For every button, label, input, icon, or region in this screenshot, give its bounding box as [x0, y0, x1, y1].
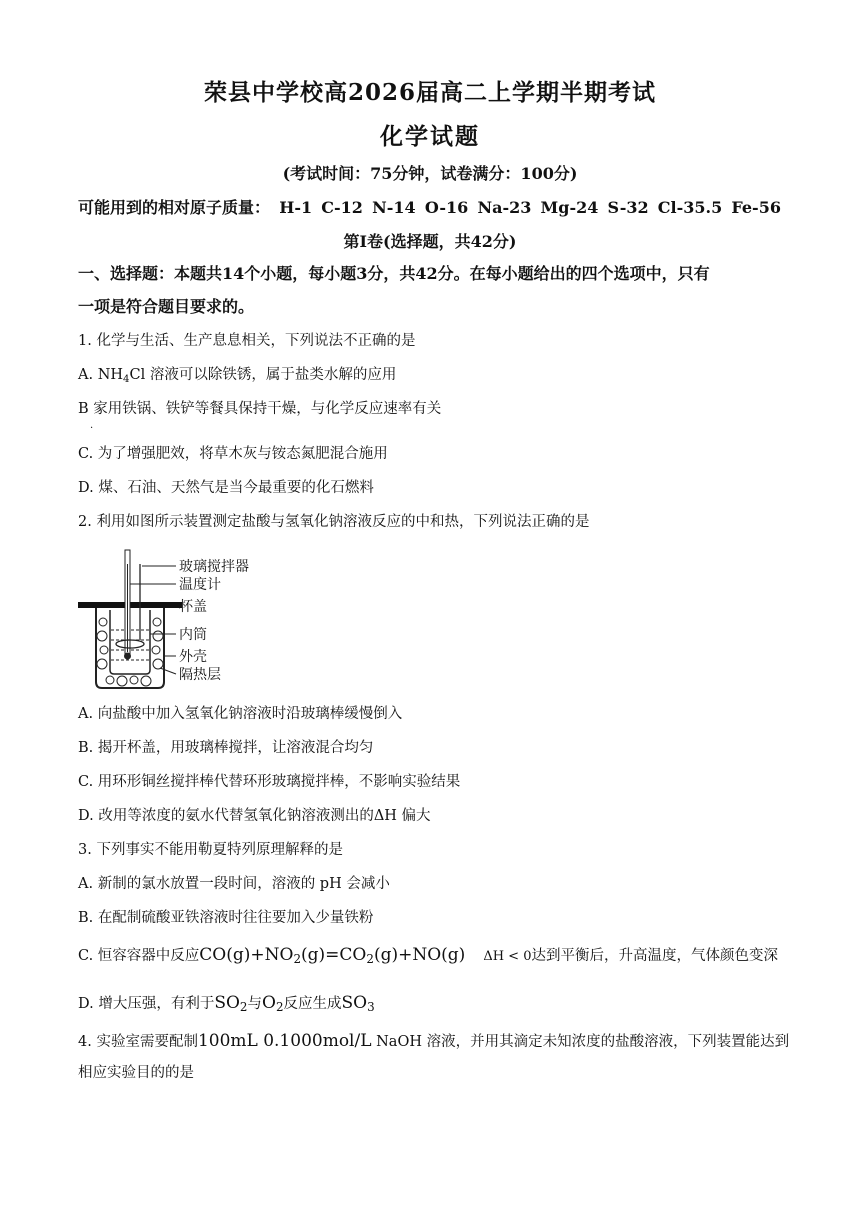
q3-c-post: 达到平衡后，升高温度，气体颜色变深	[531, 948, 778, 964]
atomic-mass-item: Cl-35.5	[657, 198, 723, 217]
q3-d-formula: SO	[341, 993, 368, 1013]
exam-subject: 化学试题	[380, 123, 480, 150]
atomic-masses-label: 可能用到的相对原子质量：	[78, 198, 271, 217]
q2-option-d: D. 改用等浓度的氨水代替氢氧化钠溶液测出的ΔH 偏大	[78, 808, 431, 824]
q4-stem-line1	[78, 1031, 790, 1052]
q2-option-c: C. 用环形铜丝搅拌棒代替环形玻璃搅拌棒，不影响实验结果	[78, 774, 461, 790]
q3-c-eq-part: (g)=CO	[301, 945, 367, 965]
q3-option-c	[78, 945, 783, 967]
figure-label-outer-shell: 外壳	[179, 649, 207, 665]
part1-title: 第Ⅰ卷(选择题，共42分)	[343, 232, 517, 251]
figure-label-thermometer: 温度计	[179, 577, 221, 593]
q2-stem: 2. 利用如图所示装置测定盐酸与氢氧化钠溶液反应的中和热，下列说法正确的是	[78, 514, 590, 530]
q3-c-eq-part: (g)+NO(g)	[373, 945, 466, 965]
q3-c-eq-sub: 2	[293, 952, 302, 966]
q3-d-text: 反应生成	[283, 996, 342, 1012]
atomic-mass-item: N-14	[372, 198, 416, 217]
q1-option-d: D. 煤、石油、天然气是当今最重要的化石燃料	[78, 480, 374, 496]
calorimeter-figure	[76, 544, 276, 692]
atomic-mass-item: O-16	[424, 198, 469, 217]
q3-d-formula: O	[262, 993, 276, 1013]
exam-info: (考试时间：75分钟，试卷满分：100分)	[282, 164, 578, 183]
q1-option-b: B 家用铁锅、铁铲等餐具保持干燥，与化学反应速率有关	[78, 401, 442, 417]
q3-c-delta-h: ΔH < 0	[483, 949, 532, 964]
atomic-masses	[78, 198, 781, 218]
q3-d-sub: 2	[275, 1000, 284, 1014]
q3-d-so3	[342, 993, 375, 1013]
figure-label-inner-cup: 内筒	[179, 627, 207, 643]
q3-c-eq-sub: 2	[366, 952, 374, 966]
figure-label-insulation: 隔热层	[179, 667, 221, 683]
atomic-mass-item: S-32	[607, 198, 649, 217]
q3-option-a: A. 新制的氯水放置一段时间，溶液的 pH 会减小	[78, 876, 390, 892]
atomic-mass-item: Mg-24	[540, 198, 599, 217]
figure-label-lid: 杯盖	[179, 599, 207, 615]
q1-b-dot: .	[90, 420, 94, 431]
atomic-mass-item: H-1	[279, 198, 313, 217]
q3-d-text: D. 增大压强，有利于	[78, 996, 215, 1012]
q3-d-sub: 2	[239, 1000, 248, 1014]
figure-label-stirrer: 玻璃搅拌器	[179, 559, 249, 575]
exam-title: 荣县中学校高2026届高二上学期半期考试	[203, 79, 656, 106]
q1-option-c: C. 为了增强肥效，将草木灰与铵态氮肥混合施用	[78, 446, 388, 462]
q3-d-o2	[262, 993, 284, 1013]
q3-c-eq-part: CO(g)+NO	[199, 945, 294, 965]
q1-a-sub: 4	[123, 374, 130, 385]
q3-option-b: B. 在配制硫酸亚铁溶液时往往要加入少量铁粉	[78, 910, 374, 926]
q3-d-so2	[214, 993, 247, 1013]
q4-stem-text: 4. 实验室需要配制	[78, 1034, 198, 1050]
section-instruction-line2: 一项是符合题目要求的。	[78, 297, 255, 316]
atomic-mass-item: Fe-56	[731, 198, 781, 217]
q3-c-equation	[199, 945, 465, 965]
atomic-mass-item: C-12	[321, 198, 363, 217]
section-instruction-line1: 一、选择题：本题共14个小题，每小题3分，共42分。在每小题给出的四个选项中，只有	[78, 264, 710, 283]
q1-a-pre: A. NH	[78, 367, 124, 383]
q3-d-formula: SO	[214, 993, 240, 1013]
q3-d-sub: 3	[367, 1000, 375, 1014]
q1-option-a	[78, 365, 783, 385]
q4-stem-text: NaOH 溶液，并用其滴定未知浓度的盐酸溶液，下列装置能达到	[371, 1034, 790, 1050]
q1-a-post: Cl 溶液可以除铁锈，属于盐类水解的应用	[129, 367, 397, 383]
q3-option-d	[78, 993, 783, 1014]
q3-stem: 3. 下列事实不能用勒夏特列原理解释的是	[78, 842, 343, 858]
q2-option-a: A. 向盐酸中加入氢氧化钠溶液时沿玻璃棒缓慢倒入	[78, 706, 403, 722]
atomic-mass-item: Na-23	[477, 198, 532, 217]
q3-c-pre: C. 恒容容器中反应	[78, 948, 200, 964]
q4-stem-line2: 相应实验目的的是	[78, 1065, 194, 1081]
q2-option-b: B. 揭开杯盖，用玻璃棒搅拌，让溶液混合均匀	[78, 740, 374, 756]
q4-concentration: 100mL 0.1000mol/L	[197, 1031, 372, 1051]
q1-stem: 1. 化学与生活、生产息息相关，下列说法不正确的是	[78, 333, 416, 349]
q3-d-text: 与	[247, 996, 262, 1012]
